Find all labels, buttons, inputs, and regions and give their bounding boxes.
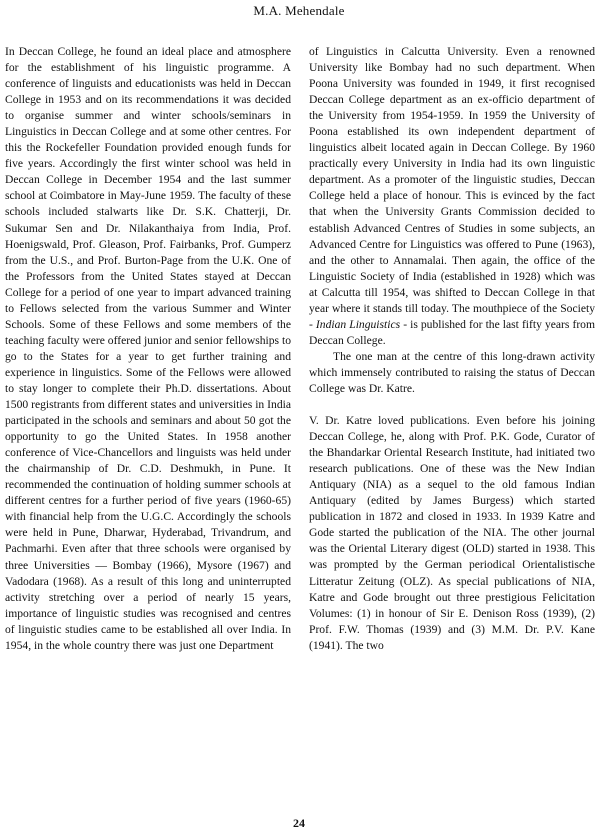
running-header: M.A. Mehendale [253, 3, 345, 18]
right-column [309, 44, 595, 654]
body-paragraph [309, 44, 595, 349]
body-paragraph: In Deccan College, he found an ideal place and atmosphere for the establishment of his linguistic programme. A conference of linguists and educationists was held in Deccan College in 1953 and on its recommendations it was decided to organise summer and winter schools/seminars in Linguistics in Deccan College and at some other centres. For this the Rockefeller Foundation provided enough funds for five years. Accordingly the first winter school was held in Deccan College in December 1954 and the last summer school at Coimbatore in May-June 1959. The faculty of these schools included stalwarts like Dr. S.K. Chatterji, Dr. Sukumar Sen and Dr. Nilakanthaiya from India, Prof. Hoenigswald, Prof. Gleason, Prof. Fairbanks, Prof. Gumperz from the U.S., and Prof. Burton-Page from the U.K. One of the Professors from the United States stayed at Deccan College for a period of one year to impart advanced training to Fellows selected from the various Summer and Winter Schools. Some of these Fellows and some members of the teaching faculty were offered junior and senior fellowships to go to the States for a year to get further training and experience in linguistics. Some of the Fellows were allowed to stay longer to complete their Ph.D. dissertations. About 1500 registrants from different states and universities in India participated in the schools and seminars and about 50 got the opportunity to go the United States. In 1958 another conference of Vice-Chancellors and linguists was held under the chairmanship of Dr. C.D. Deshmukh, in Pune. It recommended the continuation of holding summer schools at different centres for a further period of five years (1960-65) with financial help from the U.G.C. Accordingly the schools were held in Pune, Dharwar, Hyderabad, Trivandrum, and Pachmarhi. Even after that three schools were organised by three Universities — Bombay (1966), Mysore (1967) and Vadodara (1968). As a result of this long and uninterrupted activity stretching over a period of nearly 15 years, importance of linguistic studies was recognised and centres of linguistic studies came to be established all over India. In 1954, in the whole country there was just one Department [5, 45, 291, 652]
page-number: 24 [293, 816, 305, 830]
journal-title: Indian Linguistics [315, 317, 401, 331]
paragraph-text: of Linguistics in Calcutta University. Even a renowned University like Bombay had no such department. When Poona University was founded in 1949, it first recognised Deccan College department as an ex-officio department of the University from 1954-1959. In 1959 the University of Poona established its own independent department of linguistics albeit located again in Deccan College. By 1960 practically every University in India had its own linguistic department. As a promoter of the linguistic studies, Deccan College held a place of honour. This is evinced by the fact that when the University Grants Commission decided to establish Advanced Centres of Studies in some subjects, an Advanced Centre for Linguistics was offered to Pune (1963), and the other to Annamalai. Then again, the office of the Linguistic Society of India (established in 1928) which was at Calcutta till 1954, was shifted to Deccan College in that year where it stands till today. The mouthpiece of the Society - [309, 45, 595, 331]
left-column [5, 44, 291, 654]
paragraph-text: - is published for the last fifty years from Deccan College. [309, 317, 596, 347]
body-paragraph: The one man at the centre of this long-drawn activity which immensely contributed to raising the status of Deccan College was Dr. Katre. [309, 349, 595, 395]
section-paragraph: V. Dr. Katre loved publications. Even before his joining Deccan College, he, along with Prof. P.K. Gode, Curator of the Bhandarkar Oriental Research Institute, had initiated two research publications. One of these was the New Indian Antiquary (NIA) as a sequel to the old famous Indian Antiquary (edited by James Burgess) which started publication in 1872 and closed in 1933. In 1939 Katre and Gode started the publication of the NIA. The other journal was the Oriental Literary digest (OLD) started in 1938. This was prompted by the German periodical Orientalistische Litteratur Zeitung (OLZ). As special publications of NIA, Katre and Gode brought out three prestigious Felicitation Volumes: (1) in honour of Sir E. Denison Ross (1939), (2) Prof. F.W. Thomas (1939) and (3) M.M. Dr. P.V. Kane (1941). The two [309, 414, 595, 652]
